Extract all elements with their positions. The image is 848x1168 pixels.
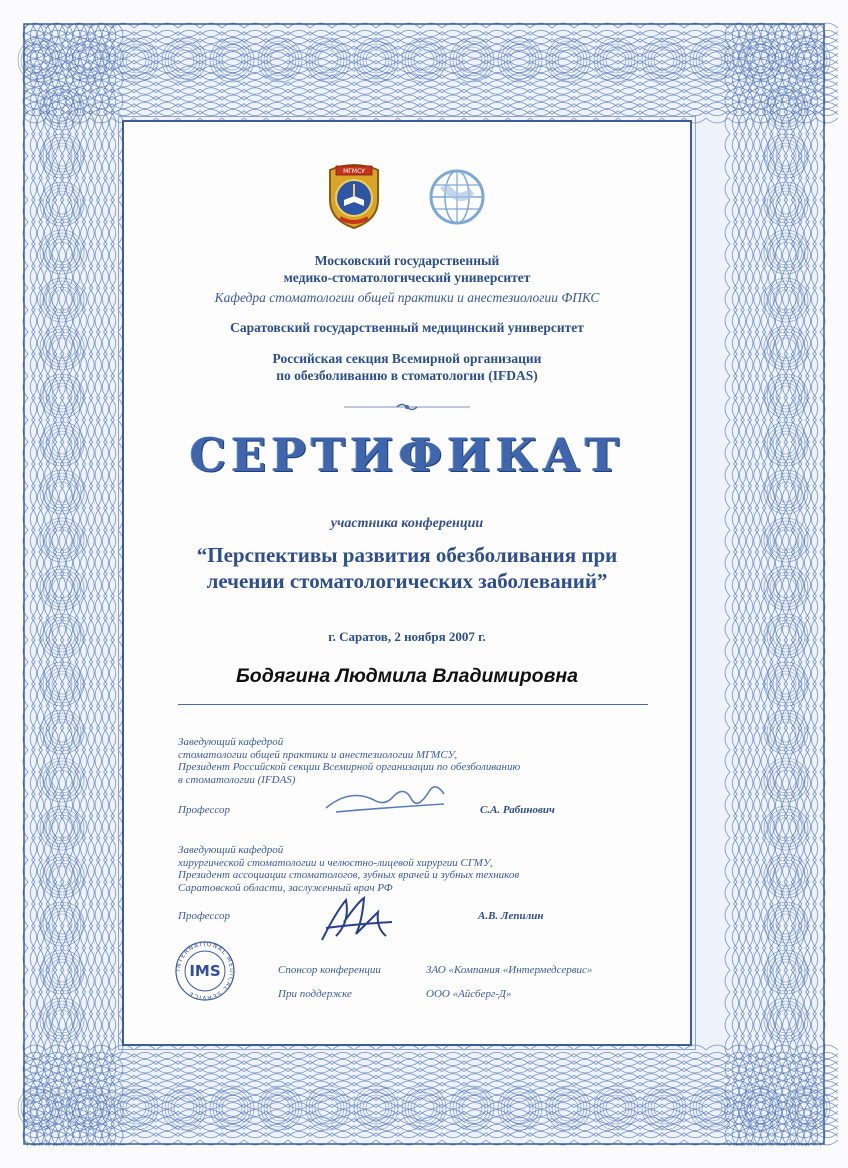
- logos-row: [124, 162, 690, 230]
- certificate-panel: [122, 120, 692, 1046]
- sponsor-label: Спонсор конференции: [278, 964, 381, 976]
- conference-title-line1: “Перспективы развития обезболивания при: [196, 543, 618, 567]
- signer2-line2: хирургической стоматологии и челюстно-лицевой хирургии СГМУ,: [178, 856, 493, 869]
- msmsu-emblem-icon: [324, 162, 384, 230]
- sponsor-name: ЗАО «Компания «Интермедсервис»: [426, 964, 593, 976]
- ims-logo: [174, 940, 236, 1002]
- signer1-line3: Президент Российской секции Всемирной организации по обезболиванию: [178, 761, 521, 773]
- signer1-line2: стоматологии общей практики и анестезиологии МГМСУ,: [178, 748, 458, 761]
- department-name: Кафедра стоматологии общей практики и анестезиологии ФПКС: [214, 290, 600, 305]
- org-ifdas-line2: по обезболиванию в стоматологии (IFDAS): [276, 368, 538, 383]
- signer1-title: Профессор: [178, 804, 230, 816]
- signature-2: [316, 892, 398, 948]
- org-sgmu: Саратовский государственный медицинский университет: [230, 320, 584, 335]
- msmsu-emblem-text: МГМСУ: [343, 168, 365, 175]
- signer2-title: Профессор: [178, 910, 230, 922]
- signer2-line3: Президент ассоциации стоматологов, зубных врачей и зубных техников: [178, 869, 520, 881]
- org-ifdas: [124, 350, 690, 384]
- signer2-line4: Саратовской области, заслуженный врач РФ: [178, 881, 393, 894]
- signer1-line4: в стоматологии (IFDAS): [178, 773, 296, 786]
- name-underline: [178, 704, 648, 705]
- signer2-name: А.В. Лепилин: [478, 910, 544, 922]
- conference-title: [124, 542, 690, 594]
- ornament-divider: [344, 402, 470, 412]
- conference-title-line2: лечении стоматологических заболеваний”: [206, 569, 608, 593]
- participant-name: Бодягина Людмила Владимировна: [236, 665, 578, 687]
- ims-logo-text: IMS: [189, 962, 221, 980]
- ims-ring-text: INTERNATIONAL MEDICAL SERVICE: [174, 940, 236, 1002]
- signer2-line1: Заведующий кафедрой: [178, 844, 284, 856]
- org-msmsu-line1: Московский государственный: [314, 253, 500, 268]
- signature-1: [320, 778, 452, 822]
- signer1-name: С.А. Рабинович: [480, 804, 555, 816]
- org-ifdas-line1: Российская секция Всемирной организации: [272, 351, 542, 366]
- signer1-line1: Заведующий кафедрой: [178, 736, 284, 748]
- place-date: г. Саратов, 2 ноября 2007 г.: [328, 629, 486, 644]
- support-label: При поддержке: [278, 988, 352, 1000]
- support-name: ООО «Айсберг-Д»: [426, 988, 512, 1000]
- signer2-block: [178, 844, 519, 894]
- ifdas-globe-icon: [426, 166, 488, 228]
- certificate-title: СЕРТИФИКАТ: [189, 428, 625, 482]
- org-msmsu-line2: медико-стоматологический университет: [283, 270, 531, 285]
- participant-subtitle: участника конференции: [330, 516, 484, 531]
- org-msmsu: [124, 252, 690, 286]
